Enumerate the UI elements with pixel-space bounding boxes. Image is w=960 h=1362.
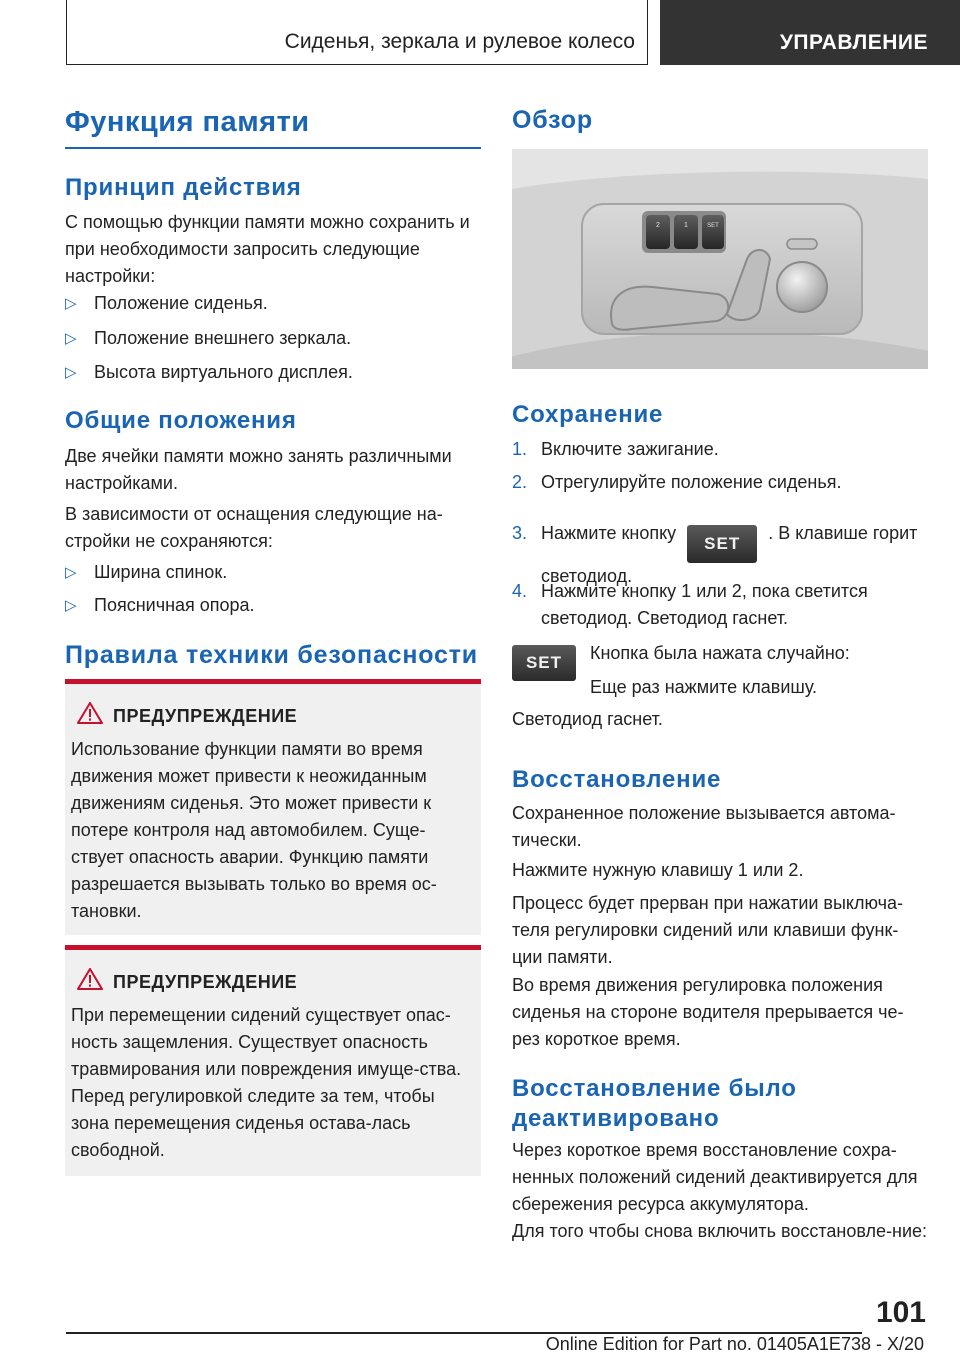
- restore-heading: Восстановление: [512, 766, 722, 793]
- set-button-icon: SET: [512, 645, 576, 681]
- triangle-bullet-icon: ▷: [65, 364, 77, 381]
- memory-button-1-label: 1: [684, 222, 688, 229]
- triangle-bullet-icon: ▷: [65, 564, 77, 581]
- memory-set-button-label: SET: [707, 223, 719, 229]
- triangle-bullet-icon: ▷: [65, 597, 77, 614]
- general-heading: Общие положения: [65, 407, 297, 434]
- deactivated-text-1: Через короткое время восстановление сохра-ненных положений сидений деактивируется для сбережения ресурса аккумулятора.: [512, 1140, 918, 1214]
- general-text-2: В зависимости от оснащения следующие на-стройки не сохраняются:: [65, 504, 443, 551]
- safety-heading: Правила техники безопасности: [65, 641, 478, 669]
- page-title: Функция памяти: [65, 106, 310, 138]
- memory-button-2-label: 2: [656, 222, 660, 229]
- restore-text-3: Процесс будет прерван при нажатии выключа-теля регулировки сидений или клавиши функ-ции памяти.: [512, 893, 903, 967]
- warning-box: [65, 679, 481, 935]
- warning-box: [65, 945, 481, 1176]
- warning-text: Использование функции памяти во время движения может привести к неожиданным движениям сиденья. Это может привести к потере контроля над автомобилем. Суще-ствует опасность аварии. Функцию памяти разрешается вызывать только во время ос-тановки.: [71, 739, 437, 921]
- section-tab: [660, 0, 960, 65]
- restore-text-2: Нажмите нужную клавишу 1 или 2.: [512, 860, 804, 880]
- triangle-bullet-icon: ▷: [65, 330, 77, 347]
- page-number: 101: [875, 1296, 926, 1329]
- deactivated-heading-line-1: Восстановление было: [512, 1075, 797, 1102]
- edition-text: Online Edition for Part no. 01405A1E738 - X/20: [545, 1334, 924, 1354]
- seat-controls-illustration: [512, 149, 928, 369]
- principle-text: С помощью функции памяти можно сохранить и при необходимости запросить следующие настройки:: [65, 212, 470, 286]
- save-heading: Сохранение: [512, 401, 664, 428]
- accidental-press-text: Кнопка была нажата случайно:: [590, 643, 850, 663]
- list-item: 3. Нажмите кнопку SET . В клавише горит светодиод.: [512, 523, 918, 586]
- press-again-text: Еще раз нажмите клавишу.: [590, 677, 818, 697]
- title-rule: [65, 147, 481, 149]
- page-header: [66, 0, 960, 65]
- warning-triangle-icon: [77, 702, 103, 724]
- deactivated-text-2: Для того чтобы снова включить восстановле-ние:: [512, 1221, 928, 1241]
- warning-text: При перемещении сидений существует опас-ность защемления. Существует опасность травмирования или повреждения имуще-ства. Перед регулировкой следите за тем, чтобы зона перемещения сиденья остава-лась свободной.: [71, 1005, 462, 1160]
- triangle-bullet-icon: ▷: [65, 295, 77, 312]
- restore-text-4: Во время движения регулировка положения сиденья на стороне водителя прерывается че-рез короткое время.: [512, 975, 904, 1049]
- chapter-tab: [66, 0, 648, 65]
- set-button-icon: SET: [687, 525, 757, 563]
- principle-heading: Принцип действия: [65, 174, 302, 201]
- warning-label: ПРЕДУПРЕЖДЕНИЕ: [113, 972, 298, 992]
- chapter-title: Сиденья, зеркала и рулевое колесо: [284, 30, 635, 53]
- section-title: УПРАВЛЕНИЕ: [779, 31, 928, 54]
- warning-label: ПРЕДУПРЕЖДЕНИЕ: [113, 706, 298, 726]
- general-text-1: Две ячейки памяти можно занять различными настройками.: [65, 446, 452, 493]
- restore-text-1: Сохраненное положение вызывается автома-тически.: [512, 803, 896, 850]
- warning-triangle-icon: [77, 968, 103, 990]
- overview-heading: Обзор: [512, 106, 593, 134]
- seat-controls-photo: [512, 149, 928, 369]
- deactivated-heading-line-2: деактивировано: [512, 1105, 720, 1132]
- led-off-text: Светодиод гаснет.: [512, 709, 663, 729]
